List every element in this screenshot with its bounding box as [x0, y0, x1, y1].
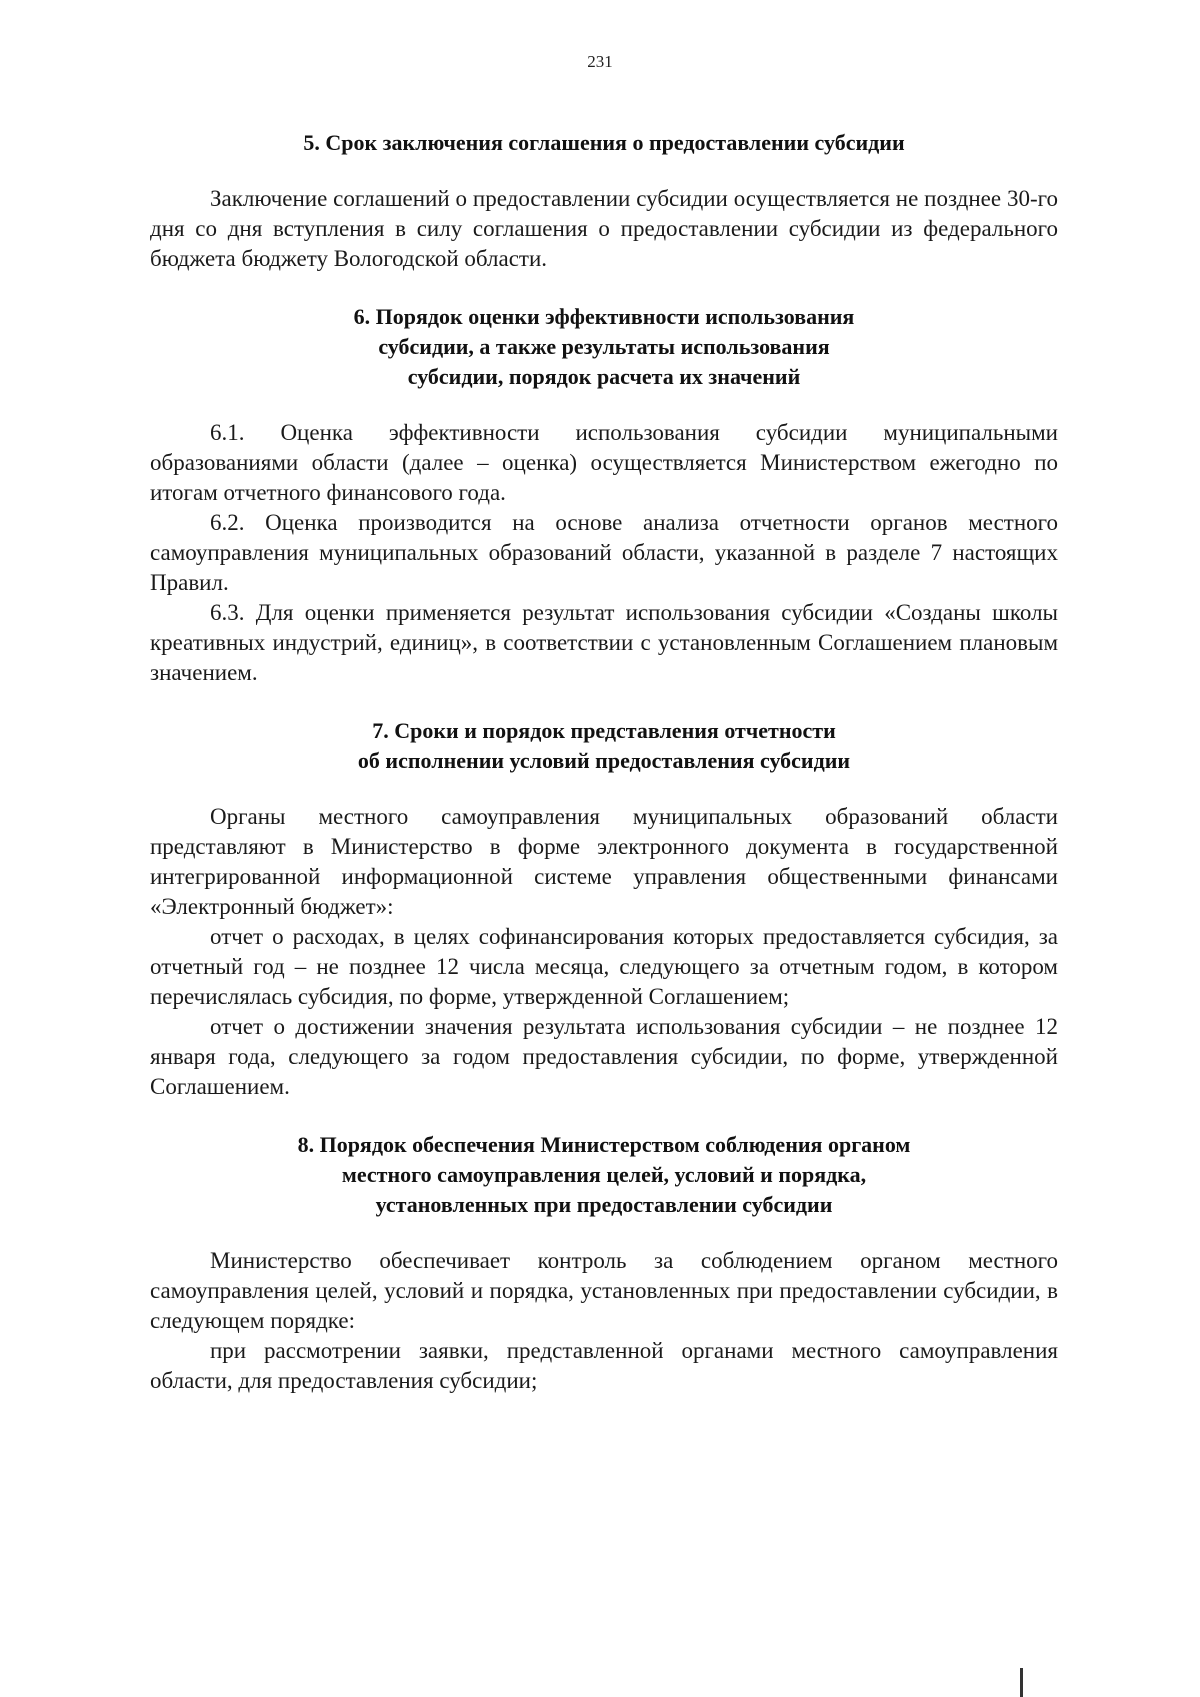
section-8 [150, 1130, 1058, 1396]
section-7 [150, 716, 1058, 1102]
section-title [150, 302, 1058, 392]
paragraph: при рассмотрении заявки, представленной органами местного самоуправления области, для предоставления субсидии; [150, 1338, 1058, 1393]
paragraph: 6.1. Оценка эффективности использования субсидии муниципальными образованиями области (далее – оценка) осуществляется Министерством ежегодно по итогам отчетного финансового года. [150, 420, 1058, 505]
section-title [150, 128, 1058, 158]
section-title-line: 7. Сроки и порядок представления отчетности [372, 718, 836, 743]
paragraph: отчет о достижении значения результата использования субсидии – не позднее 12 января года, следующего за годом предоставления субсидии, по форме, утвержденной Соглашением. [150, 1014, 1058, 1099]
paragraph: отчет о расходах, в целях софинансирования которых предоставляется субсидия, за отчетный год – не позднее 12 числа месяца, следующего за отчетным годом, в котором перечислялась субсидия, по форме, утвержденной Соглашением; [150, 924, 1058, 1009]
section-6 [150, 302, 1058, 688]
scan-artifact [1020, 1668, 1023, 1697]
section-title [150, 1130, 1058, 1220]
section-title-line: установленных при предоставлении субсидии [375, 1192, 833, 1217]
section-title [150, 716, 1058, 776]
section-title-line: субсидии, порядок расчета их значений [407, 364, 801, 389]
section-title-line: местного самоуправления целей, условий и порядка, [341, 1162, 867, 1187]
section-title-line: 8. Порядок обеспечения Министерством соблюдения органом [297, 1132, 911, 1157]
section-5 [150, 128, 1058, 274]
section-title-line: 5. Срок заключения соглашения о предоставлении субсидии [303, 130, 905, 155]
section-title-line: субсидии, а также результаты использования [378, 334, 830, 359]
document-body [150, 128, 1058, 1396]
paragraph: Министерство обеспечивает контроль за соблюдением органом местного самоуправления целей, условий и порядка, установленных при предоставлении субсидии, в следующем порядке: [150, 1248, 1058, 1333]
section-title-line: 6. Порядок оценки эффективности использования [353, 304, 855, 329]
paragraph: Органы местного самоуправления муниципальных образований области представляют в Министерство в форме электронного документа в государственной интегрированной информационной системе управления общественными финансами «Электронный бюджет»: [150, 804, 1058, 919]
paragraph: 6.2. Оценка производится на основе анализа отчетности органов местного самоуправления муниципальных образований области, указанной в разделе 7 настоящих Правил. [150, 510, 1058, 595]
paragraph: Заключение соглашений о предоставлении субсидии осуществляется не позднее 30-го дня со дня вступления в силу соглашения о предоставлении субсидии из федерального бюджета бюджету Вологодской области. [150, 186, 1058, 271]
page-number: 231 [587, 52, 613, 71]
section-title-line: об исполнении условий предоставления субсидии [357, 748, 851, 773]
paragraph: 6.3. Для оценки применяется результат использования субсидии «Созданы школы креативных индустрий, единиц», в соответствии с установленным Соглашением плановым значением. [150, 600, 1058, 685]
